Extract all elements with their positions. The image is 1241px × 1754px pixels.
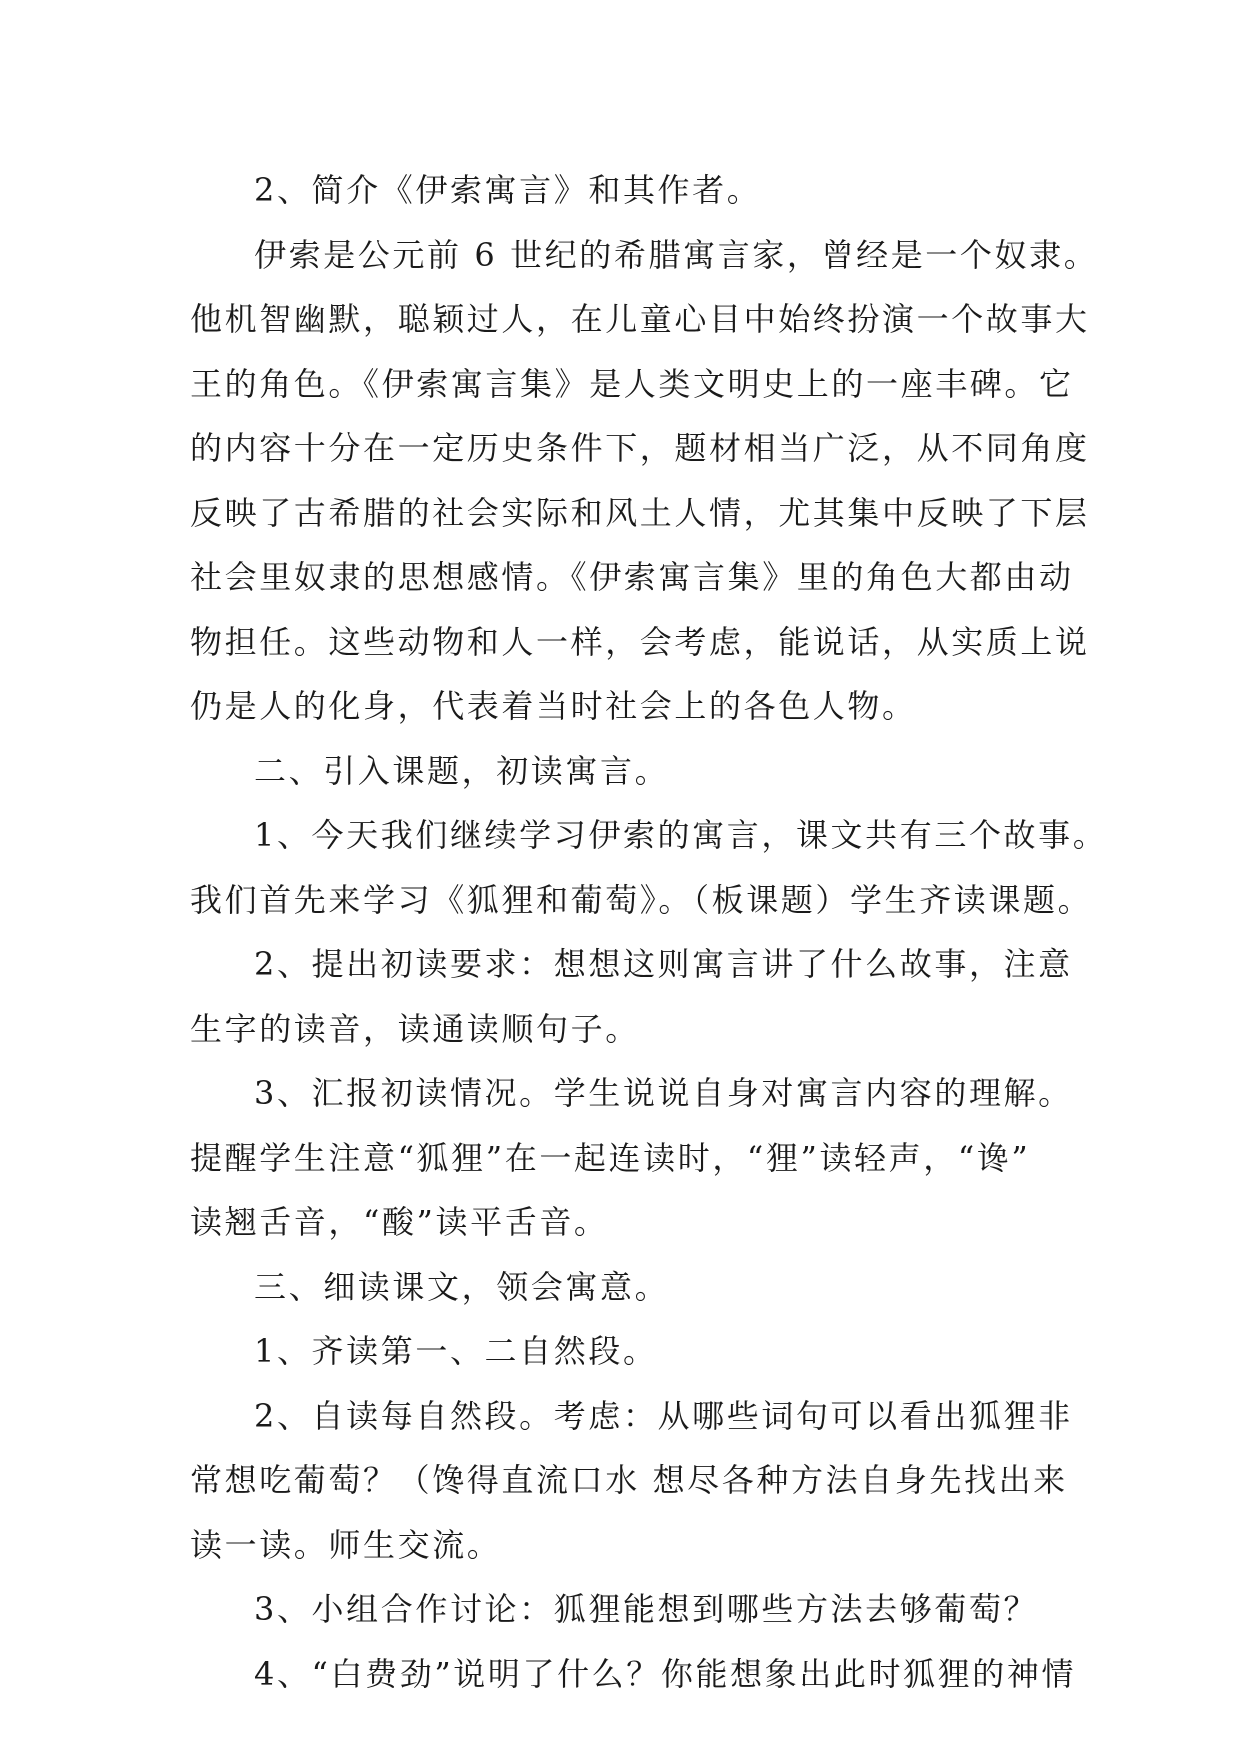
text-line: 仍是人的化身，代表着当时社会上的各色人物。	[190, 687, 917, 725]
text-line: 1、今天我们继续学习伊索的寓言，课文共有三个故事。	[254, 816, 1108, 854]
text-line: 的内容十分在一定历史条件下，题材相当广泛，从不同角度	[190, 429, 1090, 467]
text-line: 读翘舌音，“酸”读平舌音。	[190, 1203, 609, 1241]
text-line: 伊索是公元前 6 世纪的希腊寓言家，曾经是一个奴隶。	[254, 235, 1099, 274]
text-line: 生字的读音，读通读顺句子。	[190, 1009, 640, 1048]
text-line: 社会里奴隶的思想感情。《伊索寓言集》里的角色大都由动	[190, 558, 1074, 596]
document-body	[190, 158, 1108, 1706]
text-line: 王的角色。《伊索寓言集》是人类文明史上的一座丰碑。它	[190, 364, 1074, 403]
text-line: 他机智幽默，聪颖过人，在儿童心目中始终扮演一个故事大	[190, 300, 1090, 338]
text-line: 2、简介《伊索寓言》和其作者。	[254, 171, 762, 209]
text-line: 常想吃葡萄？（馋得直流口水 想尽各种方法自身先找出来	[190, 1461, 1068, 1499]
text-line: 1、齐读第一、二自然段。	[254, 1332, 658, 1370]
text-line: 4、“白费劲”说明了什么？你能想象出此时狐狸的神情	[254, 1654, 1077, 1693]
text-line: 2、自读每自然段。考虑：从哪些词句可以看出狐狸非	[254, 1396, 1073, 1435]
text-line: 2、提出初读要求：想想这则寓言讲了什么故事，注意	[254, 945, 1073, 983]
text-line: 3、汇报初读情况。学生说说自身对寓言内容的理解。	[254, 1074, 1073, 1112]
text-line: 反映了古希腊的社会实际和风土人情，尤其集中反映了下层	[190, 493, 1090, 532]
text-line: 物担任。这些动物和人一样，会考虑，能说话，从实质上说	[190, 622, 1090, 661]
text-line: 3、小组合作讨论：狐狸能想到哪些方法去够葡萄？	[254, 1590, 1039, 1628]
text-line: 三、细读课文，领会寓意。	[254, 1267, 670, 1306]
text-line: 二、引入课题，初读寓言。	[254, 751, 670, 790]
text-line: 我们首先来学习《狐狸和葡萄》。（板课题）学生齐读课题。	[190, 880, 1093, 919]
text-line: 提醒学生注意“狐狸”在一起连读时，“狸”读轻声，“谗”	[190, 1138, 1031, 1177]
text-line: 读一读。师生交流。	[190, 1525, 502, 1564]
